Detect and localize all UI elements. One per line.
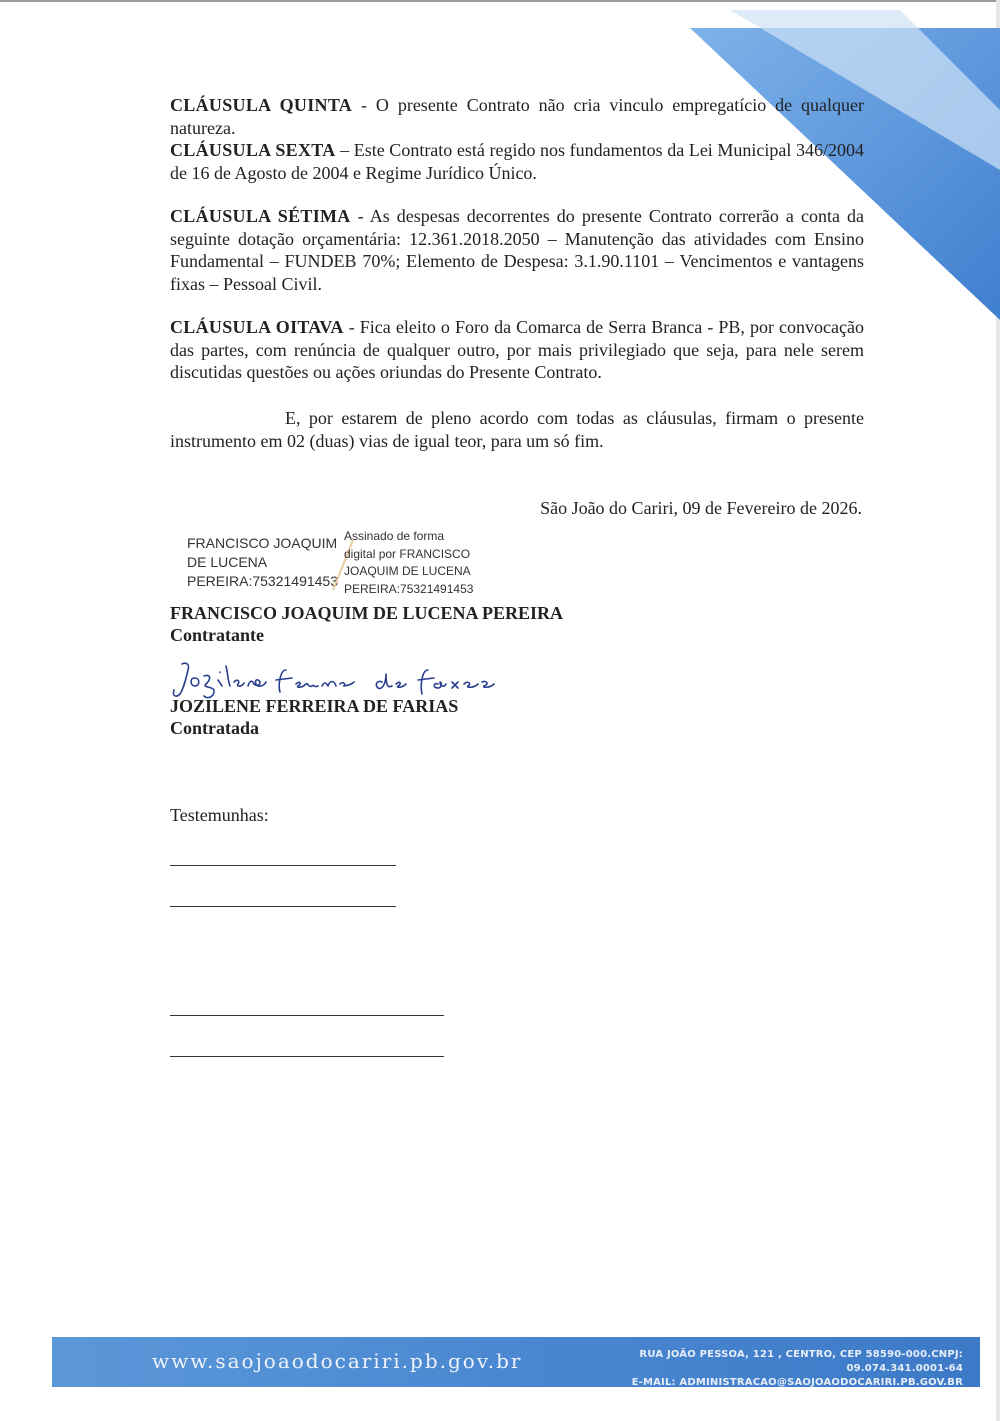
clauses-5-6: CLÁUSULA QUINTA - O presente Contrato não cria vinculo empregatício de qualquer natureza. CLÁUSULA SEXTA – Este Contrato está regido nos fundamentos da Lei Municipal 346/2004 de 16 de Agosto de 2004 e Regime Jurídico Único. [170, 95, 864, 183]
footer-banner [52, 1337, 980, 1387]
clause-6-text: Este Contrato está regido nos fundamentos da Lei Municipal 346/2004 de 16 de Agosto de 2004 e Regime Jurídico Único. [170, 140, 864, 183]
footer-website: www.saojoaodocariri.pb.gov.br [152, 1349, 523, 1373]
contratada-name: JOZILENE FERREIRA DE FARIAS [170, 696, 459, 716]
witness-id-line-2 [170, 1056, 444, 1057]
witness-id-line-1 [170, 1015, 444, 1016]
clause-7-title: CLÁUSULA SÉTIMA [170, 206, 351, 226]
clause-8-title: CLÁUSULA OITAVA [170, 317, 344, 337]
contratante-block [170, 602, 563, 646]
clause-8-text: Fica eleito o Foro da Comarca de Serra Branca - PB, por convocação das partes, com renúncia de qualquer outro, por mais privilegiado que seja, para nele serem discutidas questões ou ações oriundas do Presente Contrato. [170, 317, 865, 382]
closing-paragraph: E, por estarem de pleno acordo com todas as cláusulas, firmam o presente instrumento em 02 (duas) vias de igual teor, para um só fim. [170, 408, 864, 451]
footer-address: RUA JOÃO PESSOA, 121 , CENTRO, CEP 58590-000.CNPJ: 09.074.341.0001-64 E-MAIL: ADMINISTRACAO@SAOJOAODOCARIRI.PB.GOV.BR [631, 1349, 963, 1388]
digital-signature-name: FRANCISCO JOAQUIM DE LUCENA PEREIRA:75321491453 [187, 535, 338, 589]
clause-7-text: As despesas decorrentes do presente Contrato correrão a conta da seguinte dotação orçamentária: 12.361.2018.2050 – Manutenção das atividades com Ensino Fundamental – FUNDEB 70%; Elemento de Despesa: 3.1.90.1101 – Vencimentos e vantagens fixas – Pessoal Civil. [170, 206, 864, 294]
clause-5-text: O presente Contrato não cria vinculo empregatício de qualquer natureza. [170, 95, 864, 138]
witness-signature-line-2 [170, 906, 396, 907]
contratante-name: FRANCISCO JOAQUIM DE LUCENA PEREIRA [170, 603, 564, 623]
clause-7: CLÁUSULA SÉTIMA - As despesas decorrentes do presente Contrato correrão a conta da seguinte dotação orçamentária: 12.361.2018.2050 – Manutenção das atividades com Ensino Fundamental – FUNDEB 70%; Elemento de Despesa: 3.1.90.1101 – Vencimentos e vantagens fixas – Pessoal Civil. [170, 206, 864, 294]
contratante-role: Contratante [170, 625, 264, 645]
contratada-block [170, 695, 458, 739]
witness-signature-line-1 [170, 865, 396, 866]
digital-signature-stamp [187, 528, 507, 598]
witnesses-label: Testemunhas: [170, 805, 269, 825]
place-and-date: São João do Cariri, 09 de Fevereiro de 2026. [540, 498, 862, 518]
clause-6-title: CLÁUSULA SEXTA [170, 140, 336, 160]
clause-8: CLÁUSULA OITAVA - Fica eleito o Foro da Comarca de Serra Branca - PB, por convocação das partes, com renúncia de qualquer outro, por mais privilegiado que seja, para nele serem discutidas questões ou ações oriundas do Presente Contrato. [170, 317, 865, 382]
clause-5-title: CLÁUSULA QUINTA [170, 95, 353, 115]
contratada-role: Contratada [170, 718, 259, 738]
digital-signature-info: Assinado de forma digital por FRANCISCO JOAQUIM DE LUCENA PEREIRA:75321491453 [344, 529, 474, 596]
